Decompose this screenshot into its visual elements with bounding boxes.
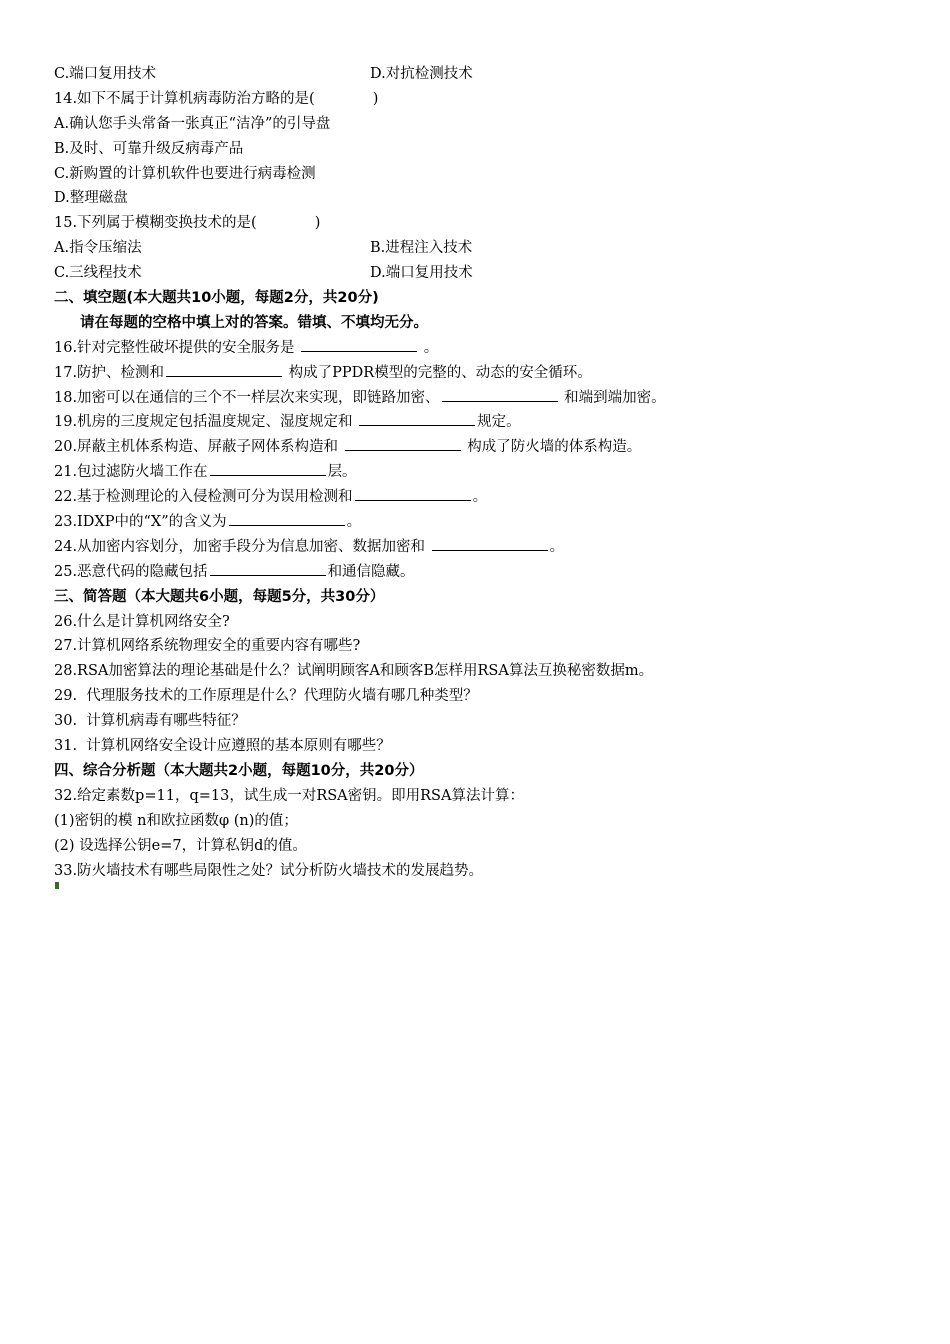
q20-text: 20.屏蔽主机体系构造、屏蔽子网体系构造和 [54, 439, 339, 456]
q15-stem-close: ) [314, 215, 321, 232]
short-question-31: 31. 计算机网络安全设计应遵照的基本原则有哪些？ [54, 738, 391, 755]
q20-answer-blank[interactable] [345, 435, 461, 451]
q14-stem-close: ) [372, 90, 379, 107]
q14-option-c: C.新购置的计算机软件也要进行病毒检测 [54, 165, 316, 182]
analysis-question-32-part-1: (1)密钥的模 n和欧拉函数φ (n)的值； [54, 812, 298, 829]
q19-answer-blank[interactable] [359, 410, 475, 426]
q16-answer-blank[interactable] [301, 336, 417, 352]
q23-text: 23.IDXP中的“X”的含义为 [54, 514, 227, 531]
q24-text-end: 。 [549, 538, 565, 555]
fill-question-16 [54, 336, 914, 361]
fill-question-21 [54, 460, 914, 485]
q21-text-end: 层。 [327, 464, 357, 481]
q23-answer-blank[interactable] [229, 510, 345, 526]
short-question-28: 28.RSA加密算法的理论基础是什么？试阐明顾客A和顾客B怎样用RSA算法互换秘密数据m。 [54, 663, 654, 680]
fill-question-25 [54, 560, 914, 585]
q20-text-end: 构成了防火墙的体系构造。 [467, 439, 642, 456]
question-15-stem [54, 211, 914, 236]
q25-answer-blank[interactable] [210, 560, 326, 576]
fill-question-24 [54, 535, 914, 560]
fill-question-22 [54, 485, 914, 510]
question-14-stem [54, 87, 914, 112]
analysis-question-33: 33.防火墙技术有哪些局限性之处？试分析防火墙技术的发展趋势。 [54, 862, 484, 879]
q14-option-d: D.整理磁盘 [54, 190, 128, 207]
q15-stem-text: 15.下列属于模糊变换技术的是( [54, 215, 257, 232]
q19-text-end: 规定。 [477, 414, 521, 431]
section-3-title: 三、简答题（本大题共6小题，每题5分，共30分） [54, 588, 385, 605]
section-4-title: 四、综合分析题（本大题共2小题，每题10分，共20分） [54, 762, 424, 779]
q17-text-end: 构成了PPDR模型的完整的、动态的安全循环。 [288, 364, 592, 381]
section-2-instruction: 请在每题的空格中填上对的答案。错填、不填均无分。 [80, 314, 428, 331]
q17-answer-blank[interactable] [166, 361, 282, 377]
short-question-27: 27.计算机网络系统物理安全的重要内容有哪些? [54, 638, 361, 655]
q16-text: 16.针对完整性破坏提供的安全服务是 [54, 339, 295, 356]
q22-text-end: 。 [472, 489, 488, 506]
q15-option-c: C.三线程技术 [54, 265, 142, 282]
q14-option-a: A.确认您手头常备一张真正“洁净”的引导盘 [54, 115, 331, 132]
question-13-options-cd [54, 62, 914, 87]
q24-text: 24.从加密内容划分，加密手段分为信息加密、数据加密和 [54, 538, 426, 555]
fill-question-17 [54, 361, 914, 386]
q22-answer-blank[interactable] [355, 485, 471, 501]
analysis-question-32-part-2: (2) 设选择公钥e=7，计算私钥d的值。 [54, 837, 307, 854]
fill-question-18 [54, 386, 914, 411]
q15-option-b: B.进程注入技术 [370, 240, 473, 257]
section-2-title: 二、填空题(本大题共10小题，每题2分，共20分) [54, 290, 379, 307]
q22-text: 22.基于检测理论的入侵检测可分为误用检测和 [54, 489, 353, 506]
short-question-29: 29. 代理服务技术的工作原理是什么？代理防火墙有哪几种类型？ [54, 688, 478, 705]
q21-answer-blank[interactable] [210, 460, 326, 476]
exam-page [54, 62, 914, 883]
q15-option-a: A.指令压缩法 [54, 240, 142, 257]
q18-text: 18.加密可以在通信的三个不一样层次来实现，即链路加密、 [54, 389, 440, 406]
q25-text: 25.恶意代码的隐藏包括 [54, 563, 208, 580]
q13-option-d: D.对抗检测技术 [370, 66, 473, 82]
fill-question-23 [54, 510, 914, 535]
fill-question-19 [54, 410, 914, 435]
question-15-options-cd [54, 261, 914, 286]
q18-text-end: 和端到端加密。 [564, 389, 666, 406]
q17-text: 17.防护、检测和 [54, 364, 165, 381]
q18-answer-blank[interactable] [442, 386, 558, 402]
analysis-question-32: 32.给定素数p=11，q=13，试生成一对RSA密钥。即用RSA算法计算： [54, 787, 524, 804]
question-15-options-ab [54, 236, 914, 261]
q24-answer-blank[interactable] [432, 535, 548, 551]
q14-option-b: B.及时、可靠升级反病毒产品 [54, 140, 244, 157]
q15-option-d: D.端口复用技术 [370, 265, 473, 282]
short-question-26: 26.什么是计算机网络安全? [54, 613, 230, 630]
q16-text-end: 。 [423, 339, 439, 356]
q14-stem-text: 14.如下不属于计算机病毒防治方略的是( [54, 90, 315, 107]
q21-text: 21.包过滤防火墙工作在 [54, 464, 208, 481]
fill-question-20 [54, 435, 914, 460]
q13-option-c: C.端口复用技术 [54, 66, 157, 82]
page-end-marker [55, 882, 59, 889]
q25-text-end: 和通信隐藏。 [327, 563, 415, 580]
q23-text-end: 。 [346, 514, 362, 531]
short-question-30: 30. 计算机病毒有哪些特征？ [54, 713, 246, 730]
q19-text: 19.机房的三度规定包括温度规定、湿度规定和 [54, 414, 353, 431]
